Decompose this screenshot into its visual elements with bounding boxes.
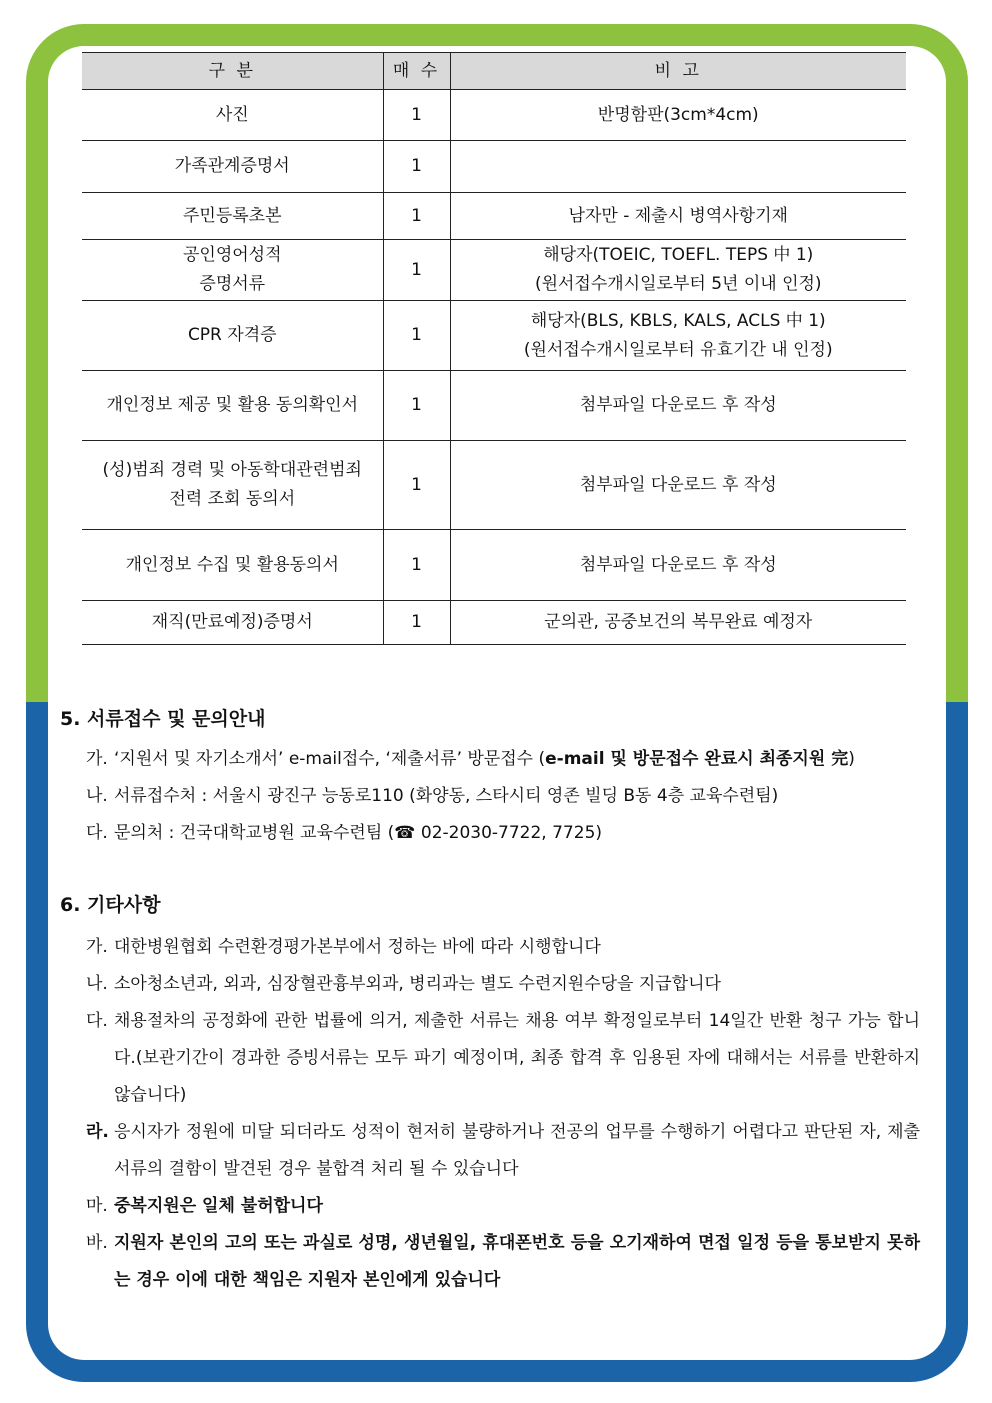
item-text: 대한병원협회 수련환경평가본부에서 정하는 바에 따라 시행합니다: [114, 937, 601, 957]
item-text: 문의처 : 건국대학교병원 교육수련팀 (☎ 02-2030-7722, 7725): [114, 823, 603, 843]
item-marker: 가.: [86, 937, 108, 957]
table-row: [82, 193, 906, 240]
row-name: [82, 441, 383, 530]
documents-table: [82, 52, 906, 645]
table-row: [82, 371, 906, 441]
table-row: [82, 601, 906, 645]
row-note-line2: (원서접수개시일로부터 유효기간 내 인정): [523, 339, 833, 360]
row-count: 1: [383, 240, 450, 301]
item-marker: 다.: [86, 1011, 108, 1031]
list-item: [60, 1003, 920, 1114]
row-name-line2: 증명서류: [199, 274, 266, 294]
row-name-line1: 공인영어성적: [182, 245, 282, 265]
item-text: 소아청소년과, 외과, 심장혈관흉부외과, 병리과는 별도 수련지원수당을 지급합니다: [114, 974, 721, 994]
table-row: [82, 441, 906, 530]
row-count: 1: [383, 193, 450, 240]
item-text: 응시자가 정원에 미달 되더라도 성적이 현저히 불량하거나 전공의 업무를 수행하기 어렵다고 판단된 자, 제출 서류의 결함이 발견된 경우 불합격 처리 될 수 있습니다: [114, 1122, 920, 1179]
item-marker: 라.: [86, 1122, 109, 1142]
row-name: [82, 240, 383, 301]
list-item: [60, 741, 920, 778]
item-text: 중복지원은 일체 불허합니다: [114, 1196, 323, 1216]
row-name-line2: 전력 조회 동의서: [169, 489, 296, 509]
table-header-row: [82, 53, 906, 90]
item-text-tail: ): [848, 749, 855, 769]
row-name: CPR 자격증: [82, 301, 383, 371]
row-note: [450, 301, 906, 371]
item-text: 지원자 본인의 고의 또는 과실로 성명, 생년월일, 휴대폰번호 등을 오기재하여 면접 일정 등을 통보받지 못하는 경우 이에 대한 책임은 지원자 본인에게 있습니다: [114, 1233, 920, 1290]
row-name: 개인정보 제공 및 활용 동의확인서: [82, 371, 383, 441]
row-note-line2: (원서접수개시일로부터 5년 이내 인정): [534, 274, 822, 294]
table-row: [82, 141, 906, 193]
item-marker: 바.: [86, 1233, 108, 1253]
row-count: 1: [383, 371, 450, 441]
list-item: [60, 929, 920, 966]
row-name: 사진: [82, 90, 383, 141]
row-note: 군의관, 공중보건의 복무완료 예정자: [450, 601, 906, 645]
header-note: 비 고: [450, 53, 906, 90]
section-6-title: 6. 기타사항: [60, 894, 161, 916]
list-item: [60, 1225, 920, 1299]
section-5-title: 5. 서류접수 및 문의안내: [60, 708, 266, 730]
row-count: 1: [383, 90, 450, 141]
item-text: 서류접수처 : 서울시 광진구 능동로110 (화양동, 스타시티 영존 빌딩 B동 4층 교육수련팀): [114, 786, 779, 806]
row-count: 1: [383, 530, 450, 601]
row-count: 1: [383, 141, 450, 193]
row-note: [450, 141, 906, 193]
item-marker: 마.: [86, 1196, 108, 1216]
row-name: 재직(만료예정)증명서: [82, 601, 383, 645]
item-text-bold: e-mail 및 방문접수 완료시 최종지원 完: [545, 749, 849, 769]
header-category: 구 분: [82, 53, 383, 90]
table-row: [82, 240, 906, 301]
row-note-line1: 해당자(BLS, KBLS, KALS, ACLS 中 1): [530, 310, 826, 331]
row-count: 1: [383, 601, 450, 645]
row-name-line1: (성)범죄 경력 및 아동학대관련범죄: [102, 460, 362, 480]
list-item: [60, 1188, 920, 1225]
item-text: 채용절차의 공정화에 관한 법률에 의거, 제출한 서류는 채용 여부 확정일로부터 14일간 반환 청구 가능 합니다.(보관기간이 경과한 증빙서류는 모두 파기 예정이며, 최종 합격 후 임용된 자에 대해서는 서류를 반환하지 않습니다): [114, 1011, 920, 1105]
list-item: [60, 778, 920, 815]
row-count: 1: [383, 441, 450, 530]
row-name: 가족관계증명서: [82, 141, 383, 193]
section-6: [60, 890, 920, 1299]
table-row: [82, 530, 906, 601]
item-text: ‘지원서 및 자기소개서’ e-mail접수, ‘제출서류’ 방문접수 (: [114, 749, 546, 769]
item-marker: 나.: [86, 786, 108, 806]
item-marker: 나.: [86, 974, 108, 994]
row-count: 1: [383, 301, 450, 371]
table-row: [82, 90, 906, 141]
row-note: 첨부파일 다운로드 후 작성: [450, 441, 906, 530]
row-note-line1: 해당자(TOEIC, TOEFL. TEPS 中 1): [543, 245, 814, 265]
row-note: 첨부파일 다운로드 후 작성: [450, 371, 906, 441]
item-marker: 다.: [86, 823, 108, 843]
list-item: [60, 1114, 920, 1188]
row-note: 첨부파일 다운로드 후 작성: [450, 530, 906, 601]
row-note: 남자만 - 제출시 병역사항기재: [450, 193, 906, 240]
row-name: 주민등록초본: [82, 193, 383, 240]
header-count: 매 수: [383, 53, 450, 90]
list-item: [60, 815, 920, 852]
list-item: [60, 966, 920, 1003]
row-name: 개인정보 수집 및 활용동의서: [82, 530, 383, 601]
item-marker: 가.: [86, 749, 108, 769]
section-5: [60, 704, 920, 852]
table-row: [82, 301, 906, 371]
row-note: 반명함판(3cm*4cm): [450, 90, 906, 141]
row-note: [450, 240, 906, 301]
